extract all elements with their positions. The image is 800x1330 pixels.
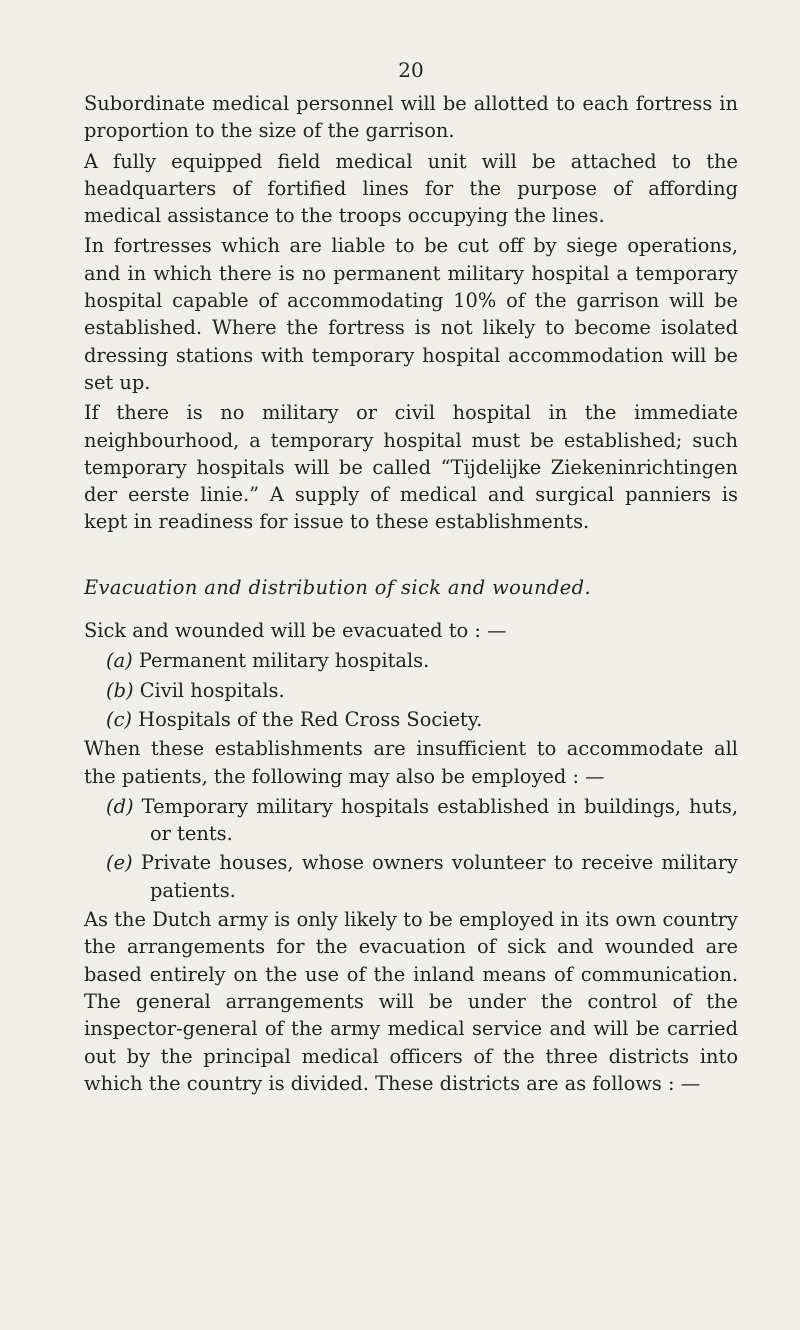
paragraph-siege: In fortresses which are liable to be cut off by siege operations, and in which there is no permanent military hospital a temporary hospital capable of accommodating 10% of the garrison will be established. Where the fortress is not likely to become isolated dressing stations with temporary hospital accommodation will be set up. bbox=[84, 234, 738, 394]
list-label: (b) bbox=[106, 678, 134, 702]
section-heading: Evacuation and distribution of sick and wounded. bbox=[84, 575, 592, 599]
list-item bbox=[106, 706, 738, 733]
page-number: 20 bbox=[398, 58, 424, 82]
paragraph-field-unit: A fully equipped field medical unit will be attached to the headquarters of fortified lines for the purpose of affording medical assistance to the troops occupying the lines. bbox=[84, 149, 738, 228]
list-item bbox=[106, 849, 738, 904]
list-label: (c) bbox=[106, 707, 132, 731]
list-text: Hospitals of the Red Cross Society. bbox=[138, 707, 483, 731]
list-text: Civil hospitals. bbox=[139, 678, 285, 702]
list-text: Permanent military hospitals. bbox=[138, 649, 430, 673]
paragraph-insufficient: When these establishments are insufficient to accommodate all the patients, the following may also be employed : — bbox=[84, 737, 738, 788]
list-item bbox=[106, 677, 738, 704]
list-label: (d) bbox=[106, 794, 134, 818]
paragraph-temporary-hospital: If there is no military or civil hospital in the immediate neighbourhood, a temporary hospital must be established; such temporary hospitals will be called “Tijdelijke Ziekeninrichtingen der eerste linie.” A supply of medical and surgical panniers is kept in readiness for issue to these establishments. bbox=[84, 401, 738, 534]
list-label: (a) bbox=[106, 649, 133, 673]
list-label: (e) bbox=[106, 851, 133, 875]
list-item bbox=[106, 793, 738, 848]
evacuation-intro: Sick and wounded will be evacuated to : — bbox=[84, 619, 507, 643]
paragraph-closing: As the Dutch army is only likely to be employed in its own country the arrangements for the evacuation of sick and wounded are based entirely on the use of the inland means of communication. The general arrangements will be under the control of the inspector-general of the army medical service and will be carried out by the principal medical officers of the three districts into which the country is divided. These districts are as follows : — bbox=[84, 908, 738, 1095]
list-text: Private houses, whose owners volunteer to receive military patients. bbox=[140, 851, 738, 902]
list-text: Temporary military hospitals established in buildings, huts, or tents. bbox=[141, 794, 738, 846]
paragraph-personnel: Subordinate medical personnel will be allotted to each fortress in proportion to the size of the garrison. bbox=[84, 92, 738, 143]
list-item bbox=[106, 647, 738, 674]
